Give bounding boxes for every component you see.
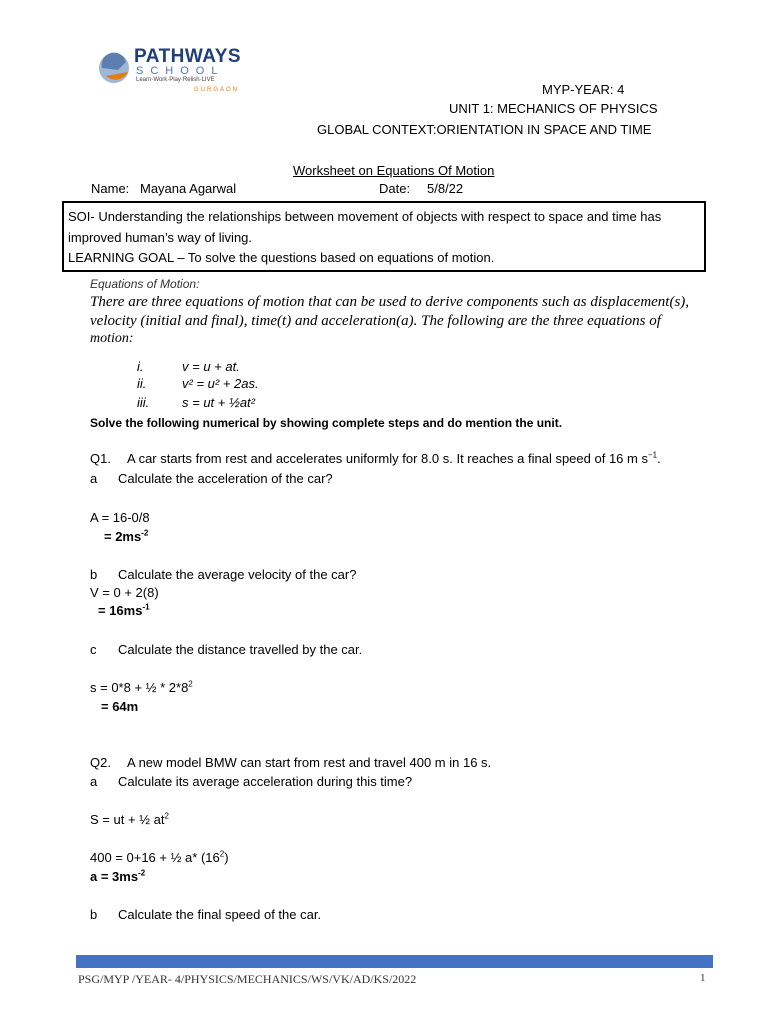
q2a-answer-3 <box>90 869 145 884</box>
q1a-answer-2 <box>104 529 148 544</box>
q1c-answer-2: = 64m <box>101 699 139 714</box>
q1b-label: b <box>90 567 98 582</box>
logo-city: GURGAON <box>194 87 240 93</box>
footer-bar <box>76 955 713 968</box>
q1-text <box>127 451 661 466</box>
date-value: 5/8/22 <box>427 181 464 196</box>
q2a-answer-1 <box>90 812 169 827</box>
q2b-text: Calculate the final speed of the car. <box>118 907 322 922</box>
q2a-answer-2-sup: 2 <box>219 849 225 859</box>
q2a-text: Calculate its average acceleration during this time? <box>118 774 413 789</box>
equations-intro-1: There are three equations of motion that can be used to derive components such as displacement(s), <box>90 294 690 310</box>
q1a-text: Calculate the acceleration of the car? <box>118 471 333 486</box>
school-logo <box>96 46 256 93</box>
equations-heading: Equations of Motion: <box>90 277 200 291</box>
q1c-label: c <box>90 642 97 657</box>
q1a-answer-2-main: = 2ms <box>104 529 142 544</box>
q2b-label: b <box>90 907 98 922</box>
header-unit: UNIT 1: MECHANICS OF PHYSICS <box>449 101 658 116</box>
name-label: Name: <box>91 181 130 196</box>
q1-label: Q1. <box>90 451 111 466</box>
q1c-text: Calculate the distance travelled by the car. <box>118 642 363 657</box>
q1-text-main: A car starts from rest and accelerates uniformly for 8.0 s. It reaches a final speed of 16 m s <box>127 451 648 466</box>
q1a-label: a <box>90 471 98 486</box>
instruction: Solve the following numerical by showing complete steps and do mention the unit. <box>90 416 563 430</box>
header-context: GLOBAL CONTEXT:ORIENTATION IN SPACE AND TIME <box>317 122 652 137</box>
date-label: Date: <box>379 181 411 196</box>
q2a-answer-2-main: 400 = 0+16 + ½ a* (16 <box>90 850 220 865</box>
q1b-answer-2-sup: -1 <box>142 602 150 612</box>
q1c-answer-1-sup: 2 <box>188 679 193 689</box>
q2a-answer-2 <box>90 850 229 865</box>
q1b-answer-2 <box>98 603 150 618</box>
q1c-answer-1 <box>90 680 193 695</box>
logo-line1: PATHWAYS <box>134 46 242 67</box>
q1-text-end: . <box>657 451 661 466</box>
worksheet-title: Worksheet on Equations Of Motion <box>293 163 495 178</box>
equation-item-3-num: iii. <box>137 395 150 410</box>
name-value: Mayana Agarwal <box>140 181 237 196</box>
q2a-label: a <box>90 774 98 789</box>
q1a-answer-1: A = 16-0/8 <box>90 510 150 525</box>
learning-goal: LEARNING GOAL – To solve the questions based on equations of motion. <box>68 250 495 265</box>
q2-text: A new model BMW can start from rest and travel 400 m in 16 s. <box>127 755 492 770</box>
q1-text-sup: −1 <box>647 450 658 460</box>
page-number: 1 <box>700 972 706 984</box>
equation-item-2-num: ii. <box>137 376 147 391</box>
q2-label: Q2. <box>90 755 111 770</box>
q2a-answer-1-main: S = ut + ½ at <box>90 812 165 827</box>
equation-item-1-num: i. <box>137 359 144 374</box>
q1c-answer-1-main: s = 0*8 + ½ * 2*8 <box>90 680 189 695</box>
equations-intro-3: motion: <box>90 331 134 346</box>
q1b-answer-2-main: = 16ms <box>98 603 143 618</box>
equation-item-1: v = u + at. <box>182 359 240 374</box>
q2a-answer-1-sup: 2 <box>164 811 169 821</box>
logo-tagline: Learn·Work·Play·Relish·LIVE <box>136 77 215 83</box>
logo-line2: SCHOOL <box>136 65 225 77</box>
q2a-answer-2-end: ) <box>224 850 229 865</box>
q2a-answer-3-main: a = 3ms <box>90 869 139 884</box>
q1b-text: Calculate the average velocity of the car? <box>118 567 357 582</box>
soi-line2: improved human’s way of living. <box>68 230 253 245</box>
q1b-answer-1: V = 0 + 2(8) <box>90 585 159 600</box>
header-year: MYP-YEAR: 4 <box>542 82 625 97</box>
equation-item-2: v² = u² + 2as. <box>182 376 259 391</box>
q2a-answer-3-sup: -2 <box>138 868 146 878</box>
equation-item-3: s = ut + ½at² <box>182 395 255 410</box>
footer-text: PSG/MYP /YEAR- 4/PHYSICS/MECHANICS/WS/VK/AD/KS/2022 <box>78 972 417 986</box>
soi-line1: SOI- Understanding the relationships between movement of objects with respect to space and time has <box>68 209 662 224</box>
q1a-answer-2-sup: -2 <box>141 528 149 538</box>
equations-intro-2: velocity (initial and final), time(t) and acceleration(a). The following are the three equations of <box>90 313 661 329</box>
